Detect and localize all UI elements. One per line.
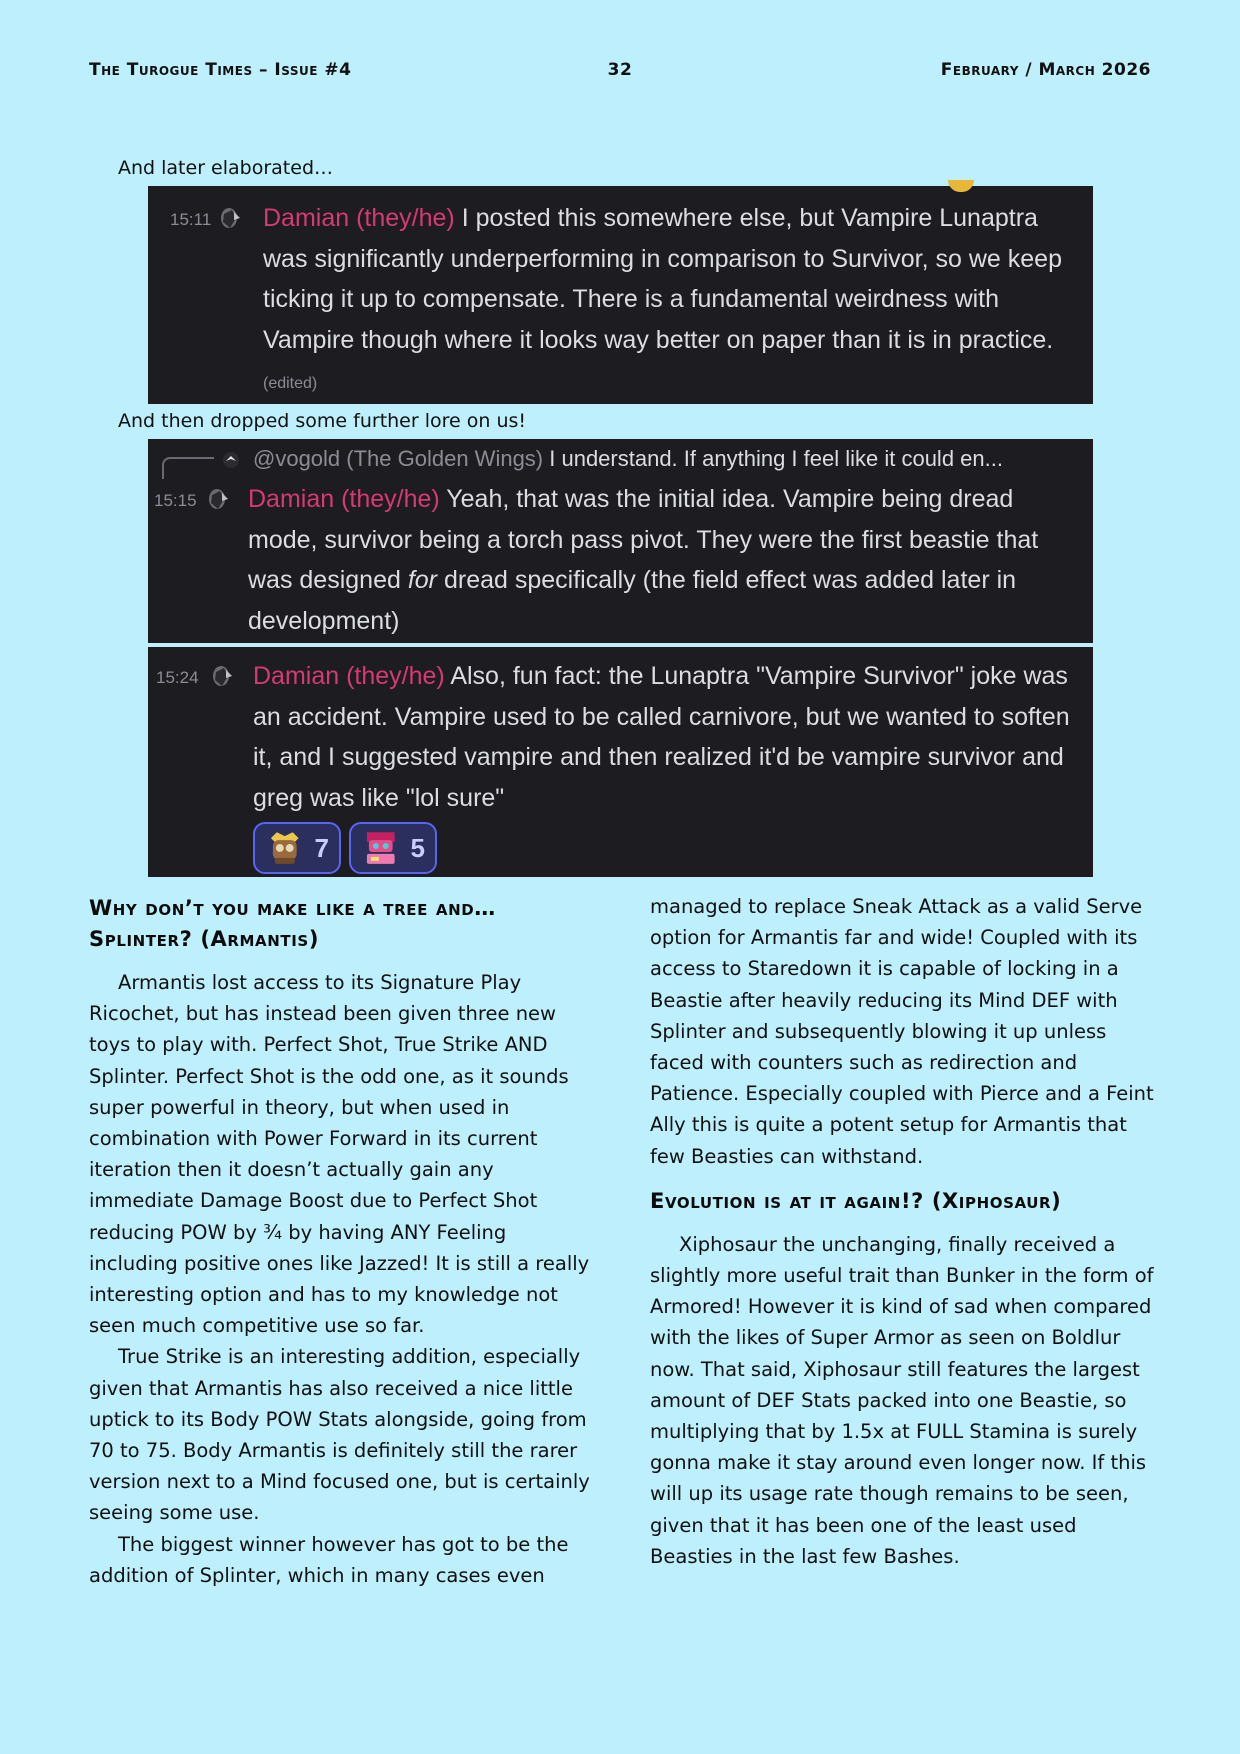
avatar-icon: [210, 664, 234, 690]
reaction-button[interactable]: [349, 822, 437, 874]
message-text: Yeah, that was the initial idea. Vampire being dread mode, survivor being a torch pass pivot. They were the first beastie that was designed: [248, 485, 1039, 594]
chat-message: [148, 479, 1093, 641]
article-paragraph: managed to replace Sneak Attack as a valid Serve option for Armantis far and wide! Coupled with its access to Staredown it is capable of locking in a Beastie after heavily reducing its Mind DEF with Splinter and subsequently blowing it up unless faced with counters such as redirection and Patience. Especially coupled with Pierce and a Feint Ally this is quite a potent setup for Armantis that few Beasties can withstand.: [650, 895, 1154, 1168]
chat-screenshot: [148, 647, 1093, 877]
lead-in-text: And later elaborated…: [118, 157, 334, 179]
reply-connector-icon: [162, 457, 214, 479]
article-heading: Evolution is at it again!? (Xiphosaur): [650, 1188, 1062, 1213]
owl-beastie-emoji-icon: [265, 828, 305, 868]
reaction-button[interactable]: [253, 822, 341, 874]
chat-screenshot: [148, 186, 1093, 404]
message-text: dread specifically (the field effect was added later in development): [248, 566, 1017, 635]
reply-text: I understand. If anything I feel like it could en...: [549, 446, 1003, 471]
chat-screenshot: [148, 439, 1093, 643]
article-paragraph: Armantis lost access to its Signature Play Ricochet, but has instead been given three new toys to play with. Perfect Shot, True Strike AND Splinter. Perfect Shot is the odd one, as it sounds super powerful in theory, but when used in combination with Power Forward in its current iteration then it doesn’t actually gain any immediate Damage Boost due to Perfect Shot reducing POW by ¾ by having ANY Feeling including positive ones like Jazzed! It is still a really interesting option and has to my knowledge not seen much competitive use so far.: [89, 971, 590, 1338]
reply-avatar-icon: [222, 451, 240, 469]
message-text-italic: for: [407, 566, 438, 594]
message-text: Also, fun fact: the Lunaptra "Vampire Survivor" joke was an accident. Vampire used to be called carnivore, but we wanted to soften it, and I suggested vampire and then realized it'd be vampire survivor and greg was like "lol sure": [253, 662, 1070, 812]
reply-author: @vogold (The Golden Wings): [253, 446, 544, 471]
chat-message: [148, 656, 1093, 882]
article-paragraph: The biggest winner however has got to be the addition of Splinter, which in many cases even: [89, 1532, 569, 1587]
article-column-left: [89, 893, 594, 1591]
author-name: Damian (they/he): [263, 204, 455, 232]
message-timestamp: 15:24: [156, 668, 199, 687]
issue-date: February / March 2026: [940, 60, 1151, 80]
chat-message: [148, 198, 1093, 405]
reaction-bar: [253, 822, 1075, 882]
reaction-count: 7: [314, 832, 329, 863]
page-number: 32: [607, 60, 633, 80]
message-timestamp: 15:11: [170, 210, 212, 229]
article-paragraph: Xiphosaur the unchanging, finally received a slightly more useful trait than Bunker in the form of Armored! However it is kind of sad when compared with the likes of Super Armor as seen on Boldlur now. That said, Xiphosaur still features the largest amount of DEF Stats packed into one Beastie, so multiplying that by 1.5x at FULL Stamina is surely gonna make it stay around even longer now. If this will up its usage rate though remains to be seen, given that it has been one of the least used Beasties in the last few Bashes.: [650, 1232, 1154, 1568]
message-text: I posted this somewhere else, but Vampire Lunaptra was significantly underperforming in comparison to Survivor, so we keep ticking it up to compensate. There is a fundamental weirdness with Vampire though where it looks way better on paper than it is in practice.: [263, 204, 1062, 354]
reaction-count: 5: [410, 832, 425, 863]
edited-label: (edited): [263, 375, 318, 392]
article-heading: Why don’t you make like a tree and… Splinter? (Armantis): [89, 896, 496, 951]
author-name: Damian (they/he): [248, 485, 440, 513]
pink-beastie-emoji-icon: [361, 828, 401, 868]
avatar-icon: [206, 487, 230, 513]
publication-title: The Turogue Times – Issue #4: [89, 60, 352, 80]
author-name: Damian (they/he): [253, 662, 445, 690]
message-timestamp: 15:15: [154, 491, 197, 510]
article-paragraph: True Strike is an interesting addition, especially given that Armantis has also received a nice little uptick to its Body POW Stats alongside, going from 70 to 75. Body Armantis is definitely still the rarer version next to a Mind focused one, but is certainly seeing some use.: [89, 1345, 590, 1525]
lead-in-text: And then dropped some further lore on us!: [118, 410, 527, 432]
reply-reference[interactable]: [148, 439, 1093, 479]
article-column-right: [650, 891, 1155, 1572]
partial-emoji-icon: [948, 180, 974, 192]
avatar-icon: [218, 206, 242, 232]
running-header: [89, 60, 1151, 86]
